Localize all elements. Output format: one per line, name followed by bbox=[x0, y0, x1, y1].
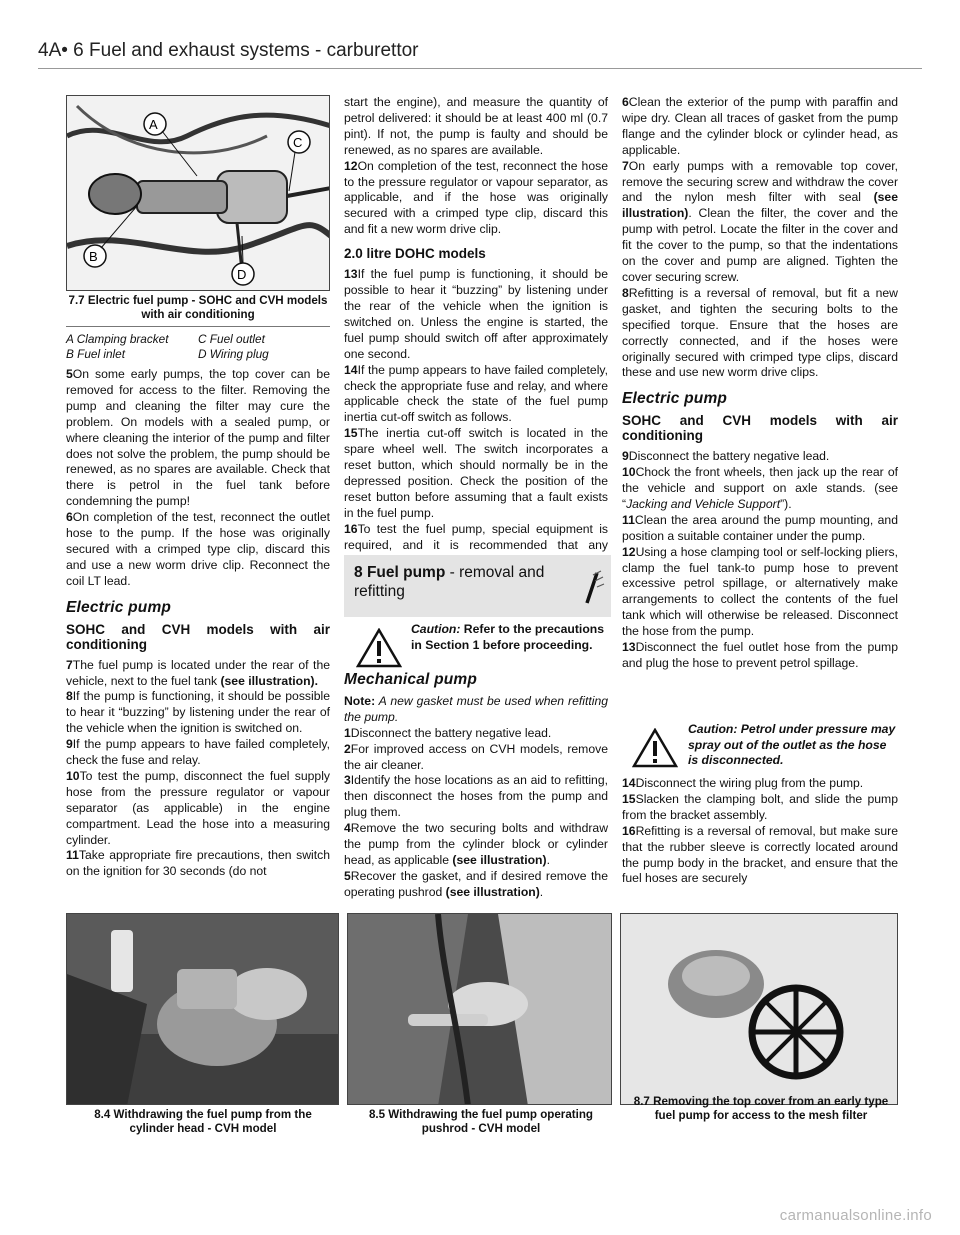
figure-7-7-photo bbox=[66, 95, 330, 291]
difficulty-spanner-icon bbox=[583, 567, 605, 607]
fuel-pump-diagram bbox=[67, 96, 330, 291]
paragraph: 15The inertia cut-off switch is located in the spare wheel well. The switch incorporates a reset button, which should normally be in the depressed position. Check the position of the reset button before assuming that a fault exists in the fuel pump. bbox=[344, 426, 608, 520]
subsection-heading: SOHC and CVH models with air conditioning bbox=[66, 621, 330, 652]
header-rule bbox=[38, 68, 922, 69]
figure-8-7-photo bbox=[620, 913, 898, 1105]
paragraph: 14If the pump appears to have failed completely, check the appropriate fuse and relay, and where applicable check the state of the fuel pump inertia cut-off switch as follows. bbox=[344, 362, 608, 425]
paragraph: 7On early pumps with a removable top cover, remove the securing screw and withdraw the cover and the nylon mesh filter with seal (see illustration). Clean the filter, the cover and the pump with petrol. Locate the filter in the cover and fit the cover to the pump, so that the indentations on the cover and pump are aligned. Tighten the cover securing screw. bbox=[622, 158, 898, 284]
fig-label-c: C bbox=[293, 135, 303, 150]
paragraph: 16Refitting is a reversal of removal, but make sure that the rubber sleeve is correctly located around the pump body in the bracket, and ensure that the fuel hoses are securely bbox=[622, 823, 898, 886]
paragraph: 9If the pump appears to have failed completely, check the fuse and relay. bbox=[66, 737, 330, 768]
figure-8-5-caption: 8.5 Withdrawing the fuel pump operating pushrod - CVH model bbox=[368, 1108, 594, 1135]
paragraph: 12Using a hose clamping tool or self-locking pliers, clamp the fuel tank-to pump hose to prevent excessive petrol spillage, or alternatively make arrangements to collect the contents of the fuel tank which will otherwise be released. Disconnect the hose from the pump. bbox=[622, 544, 898, 639]
page-header bbox=[38, 40, 419, 62]
paragraph: 7The fuel pump is located under the rear of the vehicle, next to the fuel tank (see illustration). bbox=[66, 657, 330, 688]
mesh-filter-photo bbox=[621, 914, 898, 1105]
pushrod-photo bbox=[348, 914, 612, 1105]
subsection-heading: SOHC and CVH models with air conditioning bbox=[622, 413, 898, 444]
column-3-lower bbox=[622, 776, 898, 887]
note: Note: A new gasket must be used when refitting the pump. bbox=[344, 693, 608, 724]
fig-label-d: D bbox=[237, 267, 247, 282]
section-title: 8 Fuel pump - removal and refitting bbox=[354, 564, 545, 600]
figure-8-4-photo bbox=[66, 913, 339, 1105]
figure-8-7-caption: 8.7 Removing the top cover from an early type fuel pump for access to the mesh filter bbox=[633, 1095, 889, 1122]
subsection-heading: 2.0 litre DOHC models bbox=[344, 246, 486, 262]
paragraph: 15Slacken the clamping bolt, and slide the pump from the bracket assembly. bbox=[622, 791, 898, 822]
paragraph: 6Clean the exterior of the pump with paraffin and wipe dry. Clean all traces of gasket from the pump flange and the cylinder block or cylinder head, as applicable. bbox=[622, 95, 898, 157]
figure-7-7-legend bbox=[66, 332, 330, 361]
paragraph: 6On completion of the test, reconnect the outlet hose to the pump. If the hose was originally secured with a crimped type clip, discard this and use a new worm drive clip. Reconnect the coil LT lead. bbox=[66, 510, 330, 588]
paragraph: 8If the pump is functioning, it should be possible to hear it “buzzing” by listening under the rear of the vehicle when the ignition is switched on. bbox=[66, 689, 330, 736]
column-3 bbox=[622, 95, 898, 672]
legend-item: C Fuel outlet bbox=[198, 332, 265, 346]
paragraph: 12On completion of the test, reconnect the hose to the pressure regulator or vapour separator, as applicable, and if the hose was originally secured with a crimped type clip, discard this and fit a new worm drive clip. bbox=[344, 158, 608, 237]
legend-row bbox=[66, 332, 330, 347]
paragraph: 1Disconnect the battery negative lead. bbox=[344, 725, 552, 740]
paragraph: 2For improved access on CVH models, remove the air cleaner. bbox=[344, 741, 608, 772]
paragraph: 11Clean the area around the pump mounting, and position a suitable container under the pump. bbox=[622, 512, 898, 543]
paragraph: 3Identify the hose locations as an aid to refitting, then disconnect the hoses from the pump and plug them. bbox=[344, 773, 608, 820]
figure-8-5-photo bbox=[347, 913, 612, 1105]
paragraph: 5Recover the gasket, and if desired remove the operating pushrod (see illustration). bbox=[344, 868, 608, 899]
page-title: 4A• 6 Fuel and exhaust systems - carburettor bbox=[38, 40, 419, 61]
column-1 bbox=[66, 367, 330, 880]
caption-rule bbox=[66, 326, 330, 327]
caution-note: Caution: Petrol under pressure may spray out of the outlet as the hose is disconnected. bbox=[688, 722, 896, 767]
paragraph: 9Disconnect the battery negative lead. bbox=[622, 449, 830, 464]
paragraph: 13If the fuel pump is functioning, it should be possible to hear it “buzzing” by listening under the rear of the vehicle when the ignition is switched on. Unless the engine is started, the fuel pump should switch off after approximately one second. bbox=[344, 267, 608, 361]
paragraph: start the engine), and measure the quantity of petrol delivered: it should be at least 400 ml (0.7 pint). If not, the pump is faulty and should be renewed, as no spares are available. bbox=[344, 95, 608, 157]
paragraph: 5On some early pumps, the top cover can be removed for access to the filter. Removing the pump and cleaning the filter may cure the problem. On models with a sealed pump, or where cleaning the interior of the pump and filter does not solve the problem, the pump should be renewed, as no spares are available. Check that there is petrol in the fuel tank before condemning the pump! bbox=[66, 367, 330, 509]
paragraph: 4Remove the two securing bolts and withdraw the pump from the cylinder block or cylinder head, as applicable (see illustration). bbox=[344, 821, 608, 867]
section-8-header bbox=[344, 555, 611, 617]
legend-item: A Clamping bracket bbox=[66, 332, 169, 346]
column-2-lower bbox=[344, 672, 608, 901]
warning-icon bbox=[632, 728, 678, 768]
paragraph: 16To test the fuel pump, special equipment is required, and it is recommended that any bbox=[344, 521, 608, 552]
paragraph: 10To test the pump, disconnect the fuel supply hose from the pressure regulator or vapour separator (as applicable) in the engine compartment. Lead the hose into a measuring cylinder. bbox=[66, 768, 330, 847]
engine-photo bbox=[67, 914, 339, 1105]
section-heading: Electric pump bbox=[622, 390, 728, 408]
legend-row bbox=[66, 347, 330, 362]
paragraph: 14Disconnect the wiring plug from the pump. bbox=[622, 776, 864, 790]
warning-icon bbox=[356, 628, 402, 668]
paragraph: 8Refitting is a reversal of removal, but fit a new gasket, and tighten the securing bolts to the specified torque. Ensure that the hoses are correctly connected, and if the hoses were originally secured with crimped type clips, discard these and use new worm drive clips. bbox=[622, 285, 898, 380]
figure-8-4-caption: 8.4 Withdrawing the fuel pump from the cylinder head - CVH model bbox=[94, 1108, 312, 1135]
fig-label-b: B bbox=[89, 249, 98, 264]
legend-item: D Wiring plug bbox=[198, 346, 269, 361]
watermark: carmanualsonline.info bbox=[779, 1207, 932, 1224]
legend-item: B Fuel inlet bbox=[66, 346, 126, 361]
fig-label-a: A bbox=[149, 117, 158, 132]
paragraph: 13Disconnect the fuel outlet hose from the pump and plug the hose to prevent petrol spillage. bbox=[622, 640, 898, 670]
section-heading: Electric pump bbox=[66, 598, 172, 616]
figure-7-7-caption: 7.7 Electric fuel pump - SOHC and CVH models with air conditioning bbox=[68, 294, 328, 321]
paragraph: 11Take appropriate fire precautions, then switch on the ignition for 30 seconds (do not bbox=[66, 848, 330, 879]
caution-note: Caution: Refer to the precautions in Section 1 before proceeding. bbox=[411, 622, 604, 652]
section-heading: Mechanical pump bbox=[344, 671, 478, 688]
column-2 bbox=[344, 95, 608, 569]
paragraph: 10Chock the front wheels, then jack up the rear of the vehicle and support on axle stands. (see “Jacking and Vehicle Support”). bbox=[622, 465, 898, 511]
